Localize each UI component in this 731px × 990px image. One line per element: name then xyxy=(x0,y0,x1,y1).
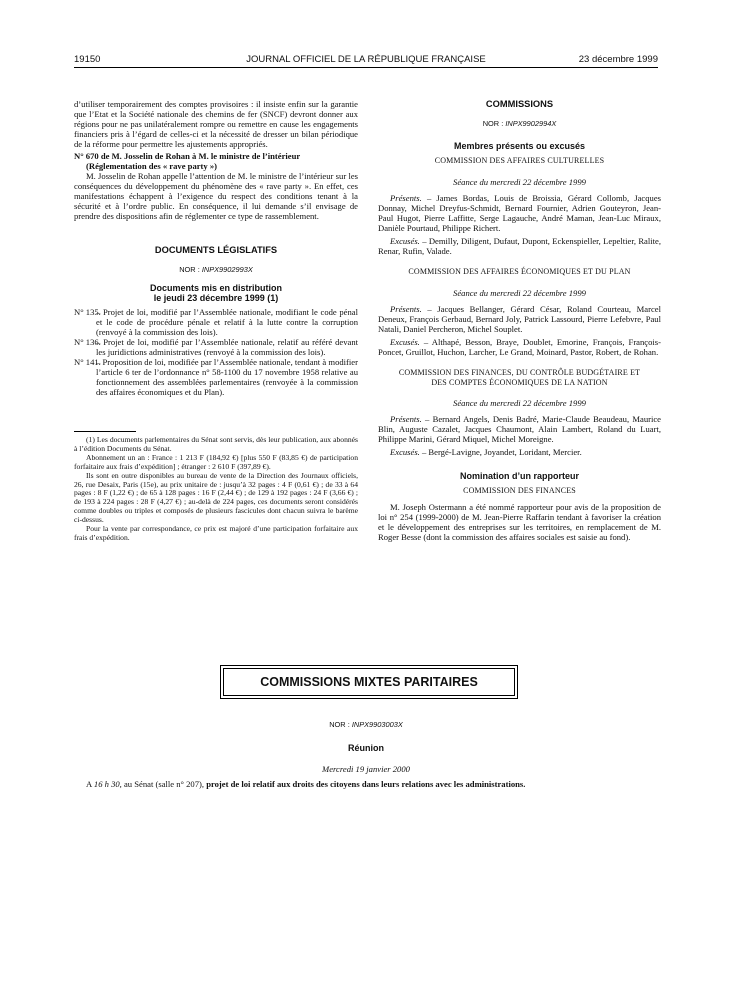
documents-section-title: DOCUMENTS LÉGISLATIFS xyxy=(154,245,278,255)
presents-names: – Jacques Bellanger, Gérard César, Roland Courteau, Marcel Deneux, François Gerbaud, Bernard Joly, Patrick Lassourd, Pierre Lefebvre, Paul Natali, Daniel Percheron, Michel Souplet. xyxy=(378,304,661,334)
reunion-time: 16 h 30, xyxy=(93,779,122,789)
excuses-list xyxy=(378,447,661,457)
left-column xyxy=(74,99,358,543)
nor-code: INPX9902994X xyxy=(505,119,557,128)
intro-paragraph: d’utiliser temporairement des comptes provisoires : il insiste enfin sur la garantie que l’Etat et la Société nationale des chemins de fer (SNCF) devront donner aux régions pour ne pas unilatéralement rompre ou remettre en cause les engagements financiers pris à l’égard de celles-ci et la nécessité de dresser un bilan périodique de la réforme pour permettre les ajustements appropriés. xyxy=(74,99,358,149)
nor-label: NOR : xyxy=(482,119,504,128)
documents-subtitle-line1: Documents mis en distribution xyxy=(149,283,282,293)
presents-names: – James Bordas, Louis de Broissia, Gérard Collomb, Jacques Donnay, Michel Dreyfus-Schmidt, Bernard Fournier, Adrien Gouteyron, Jean-Paul Hugot, Pierre Laffitte, Serge Lagauche, André Maman, Jean-Luc Miraux, Danièle Pourtaud, Philippe Richert. xyxy=(378,193,661,233)
documents-nor xyxy=(74,265,358,275)
reunion-place: au Sénat (salle n° 207), xyxy=(123,779,205,789)
question-title: N° 670 de M. Josselin de Rohan à M. le ministre de l’intérieur (Réglementation des « rave party ») xyxy=(74,151,301,171)
commission-name: COMMISSION DES AFFAIRES ÉCONOMIQUES ET DU PLAN xyxy=(408,267,631,276)
presents-label: Présents. xyxy=(390,414,422,424)
presents-list xyxy=(378,414,661,444)
seance-date: Séance du mercredi 22 décembre 1999 xyxy=(453,398,586,408)
footnote: (1) Les documents parlementaires du Sénat sont servis, dès leur publication, aux abonnés à l’édition Documents du Sénat. xyxy=(74,435,358,453)
page-number: 19150 xyxy=(74,54,101,65)
list-item xyxy=(74,307,358,337)
members-subtitle: Membres présents ou excusés xyxy=(453,141,586,151)
document-text: – Projet de loi, modifié par l’Assemblée nationale, relatif au référé devant les juridictions administratives (renvoyé à la commission des lois). xyxy=(96,337,358,357)
documents-subtitle-line2: le jeudi 23 décembre 1999 (1) xyxy=(153,293,279,303)
excuses-list xyxy=(378,236,661,256)
excuses-label: Excusés. xyxy=(390,337,420,347)
commissions-nor xyxy=(378,119,661,129)
cmp-section xyxy=(74,720,658,789)
seance-date: Séance du mercredi 22 décembre 1999 xyxy=(453,177,586,187)
reunion-date: Mercredi 19 janvier 2000 xyxy=(322,764,410,774)
issue-date: 23 décembre 1999 xyxy=(578,54,658,65)
documents-list xyxy=(74,307,358,397)
excuses-list xyxy=(378,337,661,357)
footnote: Abonnement un an : France : 1 213 F (184,92 €) [plus 550 F (83,85 €) de participation forfaitaire aux frais d’expédition] ; étranger : 2 610 F (397,89 €). xyxy=(74,452,358,471)
footnote: Pour la vente par correspondance, ce prix est majoré d’une participation forfaitaire aux frais d’expédition. xyxy=(74,524,358,542)
document-number: N° 135. xyxy=(74,307,101,317)
commissions-title: COMMISSIONS xyxy=(485,99,554,109)
presents-label: Présents. xyxy=(390,304,422,314)
nor-code: INPX9902993X xyxy=(201,265,253,274)
journal-title: JOURNAL OFFICIEL DE LA RÉPUBLIQUE FRANÇAISE xyxy=(246,54,486,65)
cmp-title: COMMISSIONS MIXTES PARITAIRES xyxy=(260,675,478,689)
nor-code: INPX9903003X xyxy=(351,720,403,729)
excuses-label: Excusés. xyxy=(390,447,420,457)
footnotes xyxy=(74,431,358,543)
right-column xyxy=(378,99,661,542)
presents-list xyxy=(378,304,661,334)
line-prefix: A xyxy=(86,779,92,789)
reunion-subject: projet de loi relatif aux droits des citoyens dans leurs relations avec les administrations. xyxy=(206,779,526,789)
excuses-label: Excusés. xyxy=(390,236,420,246)
nor-label: NOR : xyxy=(179,265,200,274)
cmp-nor xyxy=(74,720,658,730)
document-number: N° 141. xyxy=(74,357,101,367)
rapporteur-title: Nomination d’un rapporteur xyxy=(460,471,579,481)
rapporteur-text: M. Joseph Ostermann a été nommé rapporteur pour avis de la proposition de loi n° 254 (1999-2000) de M. Jean-Pierre Raffarin tendant à favoriser la création et le développement des entreprises sur les territoires, en remplacement de M. Roger Besse (dont la commission des affaires sociales est saisie au fond). xyxy=(378,502,661,542)
excuses-names: – Demilly, Diligent, Dufaut, Dupont, Eckenspieller, Lepeltier, Ralite, Renar, Rufin, Valade. xyxy=(378,236,662,256)
nor-label: NOR : xyxy=(329,720,350,729)
reunion-title: Réunion xyxy=(348,743,384,753)
question-body: M. Josselin de Rohan appelle l’attention de M. le ministre de l’intérieur sur les conséquences du développement du phénomène des « rave party ». En effet, ces manifestations échappent à l’exigence du respect des conditions tenant à la sécurité et à l’ordre public. En conséquence, il lui demande s’il envisage de prendre des dispositions afin de réglementer ce type de rassemblement. xyxy=(74,171,358,221)
header-rule xyxy=(74,67,658,68)
rapporteur-commission: COMMISSION DES FINANCES xyxy=(463,486,576,495)
footnote-rule xyxy=(74,431,136,432)
page-header xyxy=(74,54,658,68)
cmp-title-box xyxy=(223,668,515,696)
excuses-names: – Althapé, Besson, Braye, Doublet, Emorine, François, François-Poncet, Gruillot, Huchon, Larcher, Le Grand, Moinard, Pastor, Robert, de Rohan. xyxy=(378,337,661,357)
presents-label: Présents. xyxy=(390,193,422,203)
documents-subtitle xyxy=(74,283,358,303)
list-item xyxy=(74,337,358,357)
commission-name: COMMISSION DES AFFAIRES CULTURELLES xyxy=(434,156,605,165)
footnote: Ils sont en outre disponibles au bureau de vente de la Direction des Journaux officiels, 26, rue Desaix, Paris (15e), au prix unitaire de : jusqu’à 32 pages : 4 F (0,61 €) ; de 33 à 64 pages : 8 F (1,22 €) ; de 65 à 128 pages : 16 F (2,44 €) ; de 129 à 192 pages : 24 F (3,66 €) ; de 193 à 224 pages : 28 F (4,27 €) ; au-delà de 224 pages, ces documents seront considérés comme doubles ou triples et composés de plusieurs fascicules dont chacun suivra le barème ci-dessus. xyxy=(74,470,358,525)
presents-names: – Bernard Angels, Denis Badré, Marie-Claude Beaudeau, Maurice Blin, Auguste Cazalet, Jacques Chaumont, Alain Lambert, Roland du Luart, Philippe Marini, Gérard Miquel, Michel Moreigne. xyxy=(378,414,661,444)
document-number: N° 136. xyxy=(74,337,101,347)
presents-list xyxy=(378,193,661,233)
document-text: – Proposition de loi, modifiée par l’Assemblée nationale, tendant à modifier l’article 6 ter de l’ordonnance n° 58-1100 du 17 novembre 1958 relative au fonctionnement des assemblées parlementaires (renvoyée à la commission des affaires économiques et du Plan). xyxy=(96,357,358,397)
list-item xyxy=(74,357,358,397)
commission-name: COMMISSION DES FINANCES, DU CONTRÔLE BUDGÉTAIRE ET DES COMPTES ÉCONOMIQUES DE LA NATION xyxy=(398,368,641,387)
seance-date: Séance du mercredi 22 décembre 1999 xyxy=(453,288,586,298)
excuses-names: – Bergé-Lavigne, Joyandet, Loridant, Mercier. xyxy=(421,447,582,457)
reunion-line xyxy=(74,779,658,789)
document-text: – Projet de loi, modifié par l’Assemblée nationale, modifiant le code pénal et le code de procédure pénale et relatif à la lutte contre la corruption (renvoyé à la commission des lois). xyxy=(96,307,358,337)
